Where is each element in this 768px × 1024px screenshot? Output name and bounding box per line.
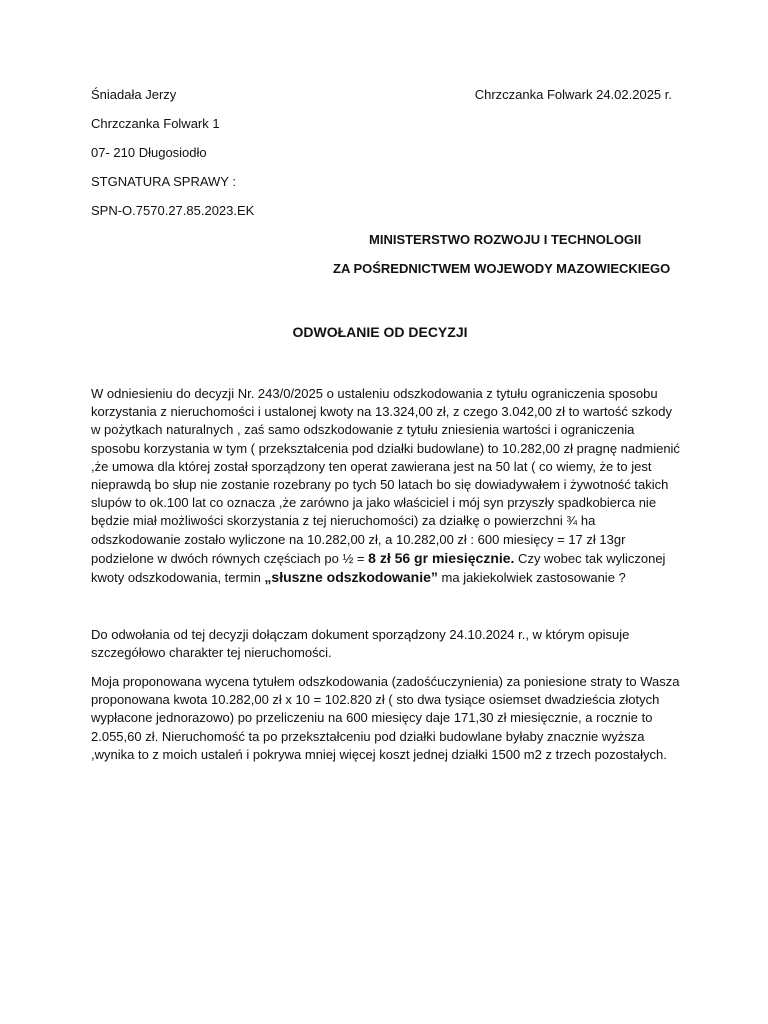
monthly-amount-highlight: 8 zł 56 gr miesięcznie. xyxy=(368,549,515,566)
sender-name: Śniadała Jerzy xyxy=(91,87,177,102)
paragraph-1-text-a: W odniesieniu do decyzji Nr. 243/0/2025 o ustaleniu odszkodowania z tytułu ograniczenia sposobu korzystania z nieruchomości i ustalonej kwoty na 13.324,00 zł, z czego 3.042,00 zł to wartość szkody w pożytkach naturalnych , zaś samo odszkodowanie z tytułu zniesienia wartości i ograniczenia sposobu korzystania w tym ( przekształcenia pod działki budowlane) to 10.282,00 zł pragnę nadmienić ,że umowa dla której został sporządzony ten operat zawierana jest na 50 lat ( co wiemy, że to jest nieprawdą bo słup nie zostanie rozebrany po tych 50 latach bo się dowiadywałem i żywotność takich slupów to ok.100 lat co oznacza ,że zarówno ja jako właściciel i mój syn przyszły spadkobierca nie będzie miał możliwości skorzystania z tej nieruchomości) za działkę o powierzchni ¾ ha odszkodowanie zostało wyliczone na 10.282,00 zł, a 10.282,00 zł : 600 miesięcy = 17 zł 13gr podzielone w dwóch równych częściach po ½ = xyxy=(91,386,680,566)
paragraph-1-text-b: Czy wobec tak wyliczonej kwoty odszkodowania, termin xyxy=(91,550,666,586)
case-label: STGNATURA SPRAWY : xyxy=(91,174,236,189)
case-number: SPN-O.7570.27.85.2023.EK xyxy=(91,203,255,218)
place-date: Chrzczanka Folwark 24.02.2025 r. xyxy=(474,87,672,102)
body-paragraph-3: Moja proponowana wycena tytułem odszkodowania (zadośćuczynienia) za poniesione straty to Wasza proponowana kwota 10.282,00 zł x 10 = 102.820 zł ( sto dwa tysiące osiemset dwadzieścia złotych wypłacone jednorazowo) po przeliczeniu na 600 miesięcy daje 171,30 zł miesięcznie, a rocznie to 2.055,60 zł. Nieruchomość ta po przekształceniu pod działki budowlane byłaby znacznie wyższa ,wynika to z moich ustaleń i pokrywa mniej więcej koszt jednej działki 1500 m2 z trzech pozostałych. xyxy=(91,674,680,762)
sender-city: 07- 210 Długosiodło xyxy=(91,145,207,160)
paragraph-1-text-c: ma jakiekolwiek zastosowanie ? xyxy=(437,570,626,586)
addressee-line-1: MINISTERSTWO ROZWOJU I TECHNOLOGII xyxy=(369,232,642,247)
document-title: ODWOŁANIE OD DECYZJI xyxy=(292,324,468,340)
sender-street: Chrzczanka Folwark 1 xyxy=(91,116,220,131)
addressee-line-2: ZA POŚREDNICTWEM WOJEWODY MAZOWIECKIEGO xyxy=(333,261,671,276)
body-paragraph-2: Do odwołania od tej decyzji dołączam dokument sporządzony 24.10.2024 r., w którym opisuje szczegółowo charakter tej nieruchomości. xyxy=(91,627,630,661)
body-paragraph-1 xyxy=(91,385,681,587)
fair-compensation-highlight: „słuszne odszkodowanie” xyxy=(264,569,438,586)
